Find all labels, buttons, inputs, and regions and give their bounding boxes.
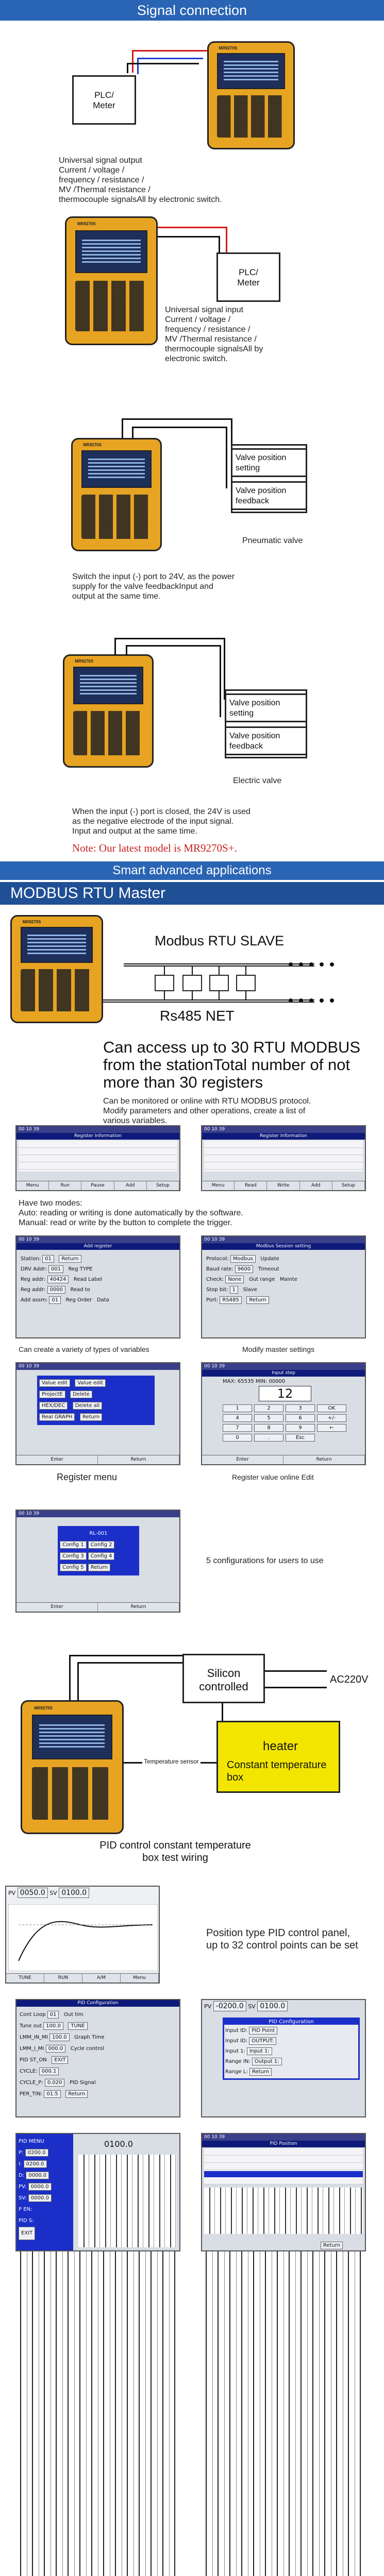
config-1-button[interactable]: Config 1	[60, 1541, 87, 1549]
input1-button[interactable]: Input 1:	[247, 2047, 272, 2055]
d-input[interactable]: 0000.0	[26, 2172, 49, 2179]
pid-config-right-screen: PV -0200.0 SV 0100.0 PID Configuration Input ID: PID Point Input ID: OUTPUT: Input 1: Input 1: Range IN: Output 1: Range L: Return	[201, 1999, 366, 2117]
delete-button[interactable]: Delete	[70, 1391, 92, 1398]
reg-addr2-input[interactable]: 0000	[47, 1286, 65, 1294]
return-button[interactable]: Return	[249, 2068, 272, 2076]
field-label: PID ST_ON	[20, 2057, 47, 2063]
field-label: Cont Loop	[20, 2012, 46, 2018]
online-edit-caption: Register value online Edit	[232, 1473, 314, 1481]
field-label: Read to	[70, 1287, 90, 1293]
baud-rate-select[interactable]: 9600	[235, 1265, 253, 1273]
field-label: LMM_IN_MI	[20, 2035, 48, 2040]
field-label: Stop bit	[206, 1287, 226, 1293]
valve-setting-box: Valve position setting	[225, 693, 307, 722]
footer-enter-button[interactable]: Enter	[202, 1455, 283, 1464]
auto-manual-button[interactable]: A/M	[82, 1974, 121, 1982]
config-title: RL-001	[89, 1531, 108, 1536]
i-input[interactable]: 0200.0	[24, 2160, 47, 2168]
footer-setup-button[interactable]: Setup	[147, 1181, 179, 1190]
field-label: Range IN:	[225, 2059, 251, 2064]
return-button[interactable]: Return	[80, 1413, 102, 1421]
heater-label: heater	[263, 1739, 298, 1753]
footer-pause-button[interactable]: Pause	[81, 1181, 114, 1190]
slave-node-1	[155, 975, 174, 991]
pv-value: -0200.0	[213, 2001, 246, 2011]
field-label: Reg TYPE	[68, 1266, 93, 1272]
value-add-button[interactable]: Value edit	[75, 1379, 106, 1387]
key-7[interactable]: 7	[223, 1424, 252, 1432]
ac220v-label: AC220V	[330, 1674, 369, 1685]
diagram3-caption: Switch the input (-) port to 24V, as the power supply for the valve feedbackInput and output at the same time.	[72, 572, 235, 601]
calibrator-device: MR9270S	[21, 1700, 124, 1834]
p-input[interactable]: 0200.0	[25, 2149, 48, 2157]
key-dot[interactable]: .	[254, 1434, 283, 1442]
reg-addr-input[interactable]: 40424	[47, 1276, 69, 1283]
config-4-button[interactable]: Config 4	[88, 1552, 115, 1560]
field-label: Graph Time	[74, 2035, 105, 2040]
key-8[interactable]: 8	[254, 1424, 283, 1432]
pid-point-button[interactable]: PID Point	[249, 2027, 277, 2035]
config-5-button[interactable]: Config 5	[60, 1564, 87, 1571]
output-button[interactable]: OUTPUT:	[249, 2037, 276, 2045]
input-range-label: MAX: 65535 MIN: 00000	[223, 1379, 286, 1384]
calibrator-device: MR9270S	[10, 915, 103, 1023]
diagram4-caption: When the input (-) port is closed, the 24V is used as the negative electrode of the input signal. Input and output at the same time.	[72, 807, 251, 836]
pv-value: 0050.0	[18, 1888, 48, 1898]
field-label: Check	[206, 1277, 222, 1282]
key-6[interactable]: 6	[286, 1414, 315, 1422]
footer-menu-button[interactable]: Menu	[16, 1181, 49, 1190]
field-label: PER_TIN:	[20, 2091, 43, 2097]
modbus-slave-label: Modbus RTU SLAVE	[155, 933, 285, 948]
footer-return-button[interactable]: Return	[283, 1455, 365, 1464]
calibrator-device: MR9270S	[65, 216, 158, 345]
field-label: Update	[260, 1256, 279, 1262]
footer-return-button[interactable]: Return	[98, 1603, 179, 1612]
pid-menu-screen	[15, 2133, 180, 2251]
calibrator-device: MR9270S	[63, 654, 154, 768]
footer-enter-button[interactable]: Enter	[16, 1455, 98, 1464]
field-label: Reg Order	[65, 1297, 92, 1303]
rs485-net-label: Rs485 NET	[160, 1008, 235, 1024]
field-label: Add assm	[21, 1297, 46, 1303]
sv-value[interactable]: 0100.0	[257, 2001, 288, 2011]
plc-meter-box: PLC/ Meter	[72, 75, 136, 125]
field-label: P:	[19, 2150, 24, 2156]
output1-button[interactable]: Output 1:	[252, 2058, 282, 2065]
pid-config-screen	[15, 1999, 180, 2117]
config-3-button[interactable]: Config 3	[60, 1552, 87, 1560]
electric-valve-label: Electric valve	[233, 776, 282, 785]
slave-node-2	[182, 975, 202, 991]
tune-button[interactable]: TUNE	[6, 1974, 44, 1982]
key-2[interactable]: 2	[254, 1404, 283, 1412]
key-0[interactable]: 0	[223, 1434, 252, 1442]
pid-menu-title: PID MENU	[19, 2139, 44, 2144]
diagram1-caption: Universal signal output Current / voltage / frequency / resistance / MV /Thermal resistance / thermocouple signalsAll by electronic switch.	[59, 156, 222, 204]
per-tin-input[interactable]: 01.5	[44, 2090, 60, 2098]
temperature-sensor-label: Temperature sensor	[142, 1758, 201, 1765]
key-1[interactable]: 1	[223, 1404, 252, 1412]
key-backspace[interactable]: ←	[317, 1424, 346, 1432]
sv-label: SV	[49, 1890, 57, 1896]
modbus-headline: Can access up to 30 RTU MODBUS from the stationTotal number of not more than 30 registers	[103, 1038, 361, 1091]
value-edit-button[interactable]: Value edit	[39, 1379, 70, 1387]
cont-loop-input[interactable]: 01	[47, 2011, 59, 2019]
calibrator-device: MR9270S	[207, 41, 295, 149]
temperature-box-label: Constant temperature box	[227, 1759, 327, 1783]
key-9[interactable]: 9	[286, 1424, 315, 1432]
valve-feedback-box: Valve position feedback	[225, 726, 307, 755]
pid-graph-screen	[5, 1886, 160, 1984]
field-label: Port	[206, 1297, 216, 1303]
field-label: Timeout	[258, 1266, 279, 1272]
key-5[interactable]: 5	[254, 1414, 283, 1422]
footer-add-button[interactable]: Add	[114, 1181, 147, 1190]
pid-position-screen: 00 10 39 PID Position Return	[201, 2133, 366, 2251]
field-label: Input ID:	[225, 2028, 248, 2033]
protocol-select[interactable]: Modbus	[230, 1255, 256, 1263]
field-label: Reg addr	[21, 1287, 44, 1293]
register-menu-screen: 00 10 39 Value edit Value edit ProjectE Delete HEX/DEC Delete all Real GRAPH Return Enter Return	[15, 1362, 180, 1465]
key-3[interactable]: 3	[286, 1404, 315, 1412]
pid-config-title: PID Configuration	[16, 2000, 179, 2007]
pid-value-display: 0100.0	[104, 2139, 133, 2149]
field-label: Read Label	[73, 1277, 103, 1282]
field-label: Baud rate	[206, 1266, 232, 1272]
field-label: PID Signal	[70, 2080, 96, 2086]
field-label: I:	[19, 2161, 22, 2167]
tune-out-input[interactable]: 100.0	[43, 2022, 63, 2030]
field-label: Reg addr	[21, 1277, 44, 1282]
field-label: Input ID:	[225, 2038, 248, 2044]
pid-wiring-caption: PID control constant temperature box test wiring	[99, 1840, 251, 1863]
modes-caption: Have two modes: Auto: reading or writing is done automatically by the software. Manual: read or write by the button to complete the trigger.	[19, 1199, 243, 1227]
port-select[interactable]: RS485	[220, 1296, 241, 1304]
field-label: CYCLE_P:	[20, 2080, 43, 2086]
slave-node-4	[236, 975, 256, 991]
return-button[interactable]: Return	[65, 2090, 88, 2098]
field-label: SV:	[19, 2195, 27, 2201]
footer-write-button[interactable]: Write	[267, 1181, 299, 1190]
field-label: Cycle control	[70, 2046, 104, 2052]
key-4[interactable]: 4	[223, 1414, 252, 1422]
pid-panel-caption: Position type PID control panel, up to 32 control points can be set	[206, 1927, 358, 1951]
sv-value[interactable]: 0100.0	[59, 1888, 89, 1898]
pid-response-graph	[8, 1904, 158, 1971]
field-label: CYCLE:	[20, 2069, 38, 2074]
return-button[interactable]: Return	[321, 2242, 343, 2249]
field-label: Out tim	[64, 2012, 84, 2018]
menu-button[interactable]: Menu	[121, 1974, 159, 1982]
footer-enter-button[interactable]: Enter	[16, 1603, 98, 1612]
input-step-title: Input step	[202, 1370, 365, 1377]
screen-tail-right	[201, 2251, 366, 2576]
valve-feedback-box: Valve position feedback	[231, 481, 307, 510]
modbus-subtext: Can be monitored or online with RTU MODBUS protocol. Modify parameters and other operations, create a list of various variables.	[103, 1097, 311, 1125]
field-label: Protocol	[206, 1256, 227, 1262]
input-step-screen: 00 10 39 Input step MAX: 65535 MIN: 00000 12 1 2 3 OK 4 5 6 +/- 7 8 9 ← 0 . Esc Enter Return	[201, 1362, 366, 1465]
key-ok[interactable]: OK	[317, 1404, 346, 1412]
station-input[interactable]: 01	[42, 1255, 54, 1263]
signal-connection-banner: Signal connection	[0, 0, 384, 21]
smart-apps-banner: Smart advanced applications	[0, 861, 384, 880]
register-menu-caption: Register menu	[57, 1472, 118, 1482]
modbus-setting-screen: 00 10 39 Modbus Session setting Protocol: Modbus Update Baud rate: 9600 Timeout Check: None Out range Mainte Stop bit: 1 Slave Port: RS485 Return	[201, 1235, 366, 1338]
hex-dec-button[interactable]: HEX/DEC	[39, 1402, 68, 1410]
slave-radio[interactable]: Slave	[243, 1287, 257, 1293]
exit-button[interactable]: EXIT	[19, 2227, 35, 2240]
field-label: Data	[96, 1297, 109, 1303]
cycle-input[interactable]: 000.1	[39, 2067, 59, 2075]
footer-setup-button[interactable]: Setup	[332, 1181, 365, 1190]
monitor-screen-auto: 00 10 39 Register Information Menu Run Pause Add Setup	[15, 1125, 180, 1191]
pv-input[interactable]: 0000.0	[28, 2183, 52, 2191]
field-label: Input 1:	[225, 2048, 245, 2054]
mainte-radio[interactable]: Mainte	[279, 1277, 297, 1282]
pneumatic-valve-label: Pneumatic valve	[242, 536, 303, 545]
add-register-title: Add register	[16, 1243, 179, 1250]
input-value-field[interactable]: 12	[259, 1386, 311, 1401]
footer-run-button[interactable]: Run	[49, 1181, 81, 1190]
key-sign[interactable]: +/-	[317, 1414, 346, 1422]
field-label: D:	[19, 2173, 25, 2178]
add-assm-input[interactable]: 01	[49, 1296, 61, 1304]
pid-position-title: PID Position	[202, 2141, 365, 2147]
stop-bit-select[interactable]: 1	[230, 1286, 238, 1294]
project-button[interactable]: ProjectE	[39, 1391, 65, 1398]
silicon-controlled-box: Silicon controlled	[182, 1654, 265, 1703]
lmm-i-input[interactable]: 000.0	[46, 2045, 66, 2053]
field-label: Tune out	[20, 2023, 42, 2029]
field-label: Station	[21, 1256, 39, 1262]
master-settings-caption: Modify master settings	[242, 1345, 315, 1353]
screen-tail-left	[15, 2251, 180, 2576]
exit-button[interactable]: EXIT	[52, 2056, 68, 2064]
variables-caption: Can create a variety of types of variables	[19, 1345, 149, 1353]
footer-read-button[interactable]: Read	[235, 1181, 267, 1190]
field-label: Range L:	[225, 2069, 248, 2075]
add-register-screen: 00 10 39 Add register Station: 01 Return DRV Addr: 001 Reg TYPE Reg addr: 40424 Read Label Reg addr: 0000 Read to Add assm: 01 Reg Order Data	[15, 1235, 180, 1338]
configs-caption: 5 configurations for users to use	[206, 1556, 324, 1565]
delete-all-button[interactable]: Delete all	[73, 1402, 103, 1410]
calibrator-device: MR9270S	[71, 438, 162, 551]
return-button[interactable]: Return	[246, 1296, 269, 1304]
drv-addr-input[interactable]: 001	[48, 1265, 63, 1273]
config-select-screen: 00 10 39 RL-001 Config 1 Config 2 Config 3 Config 4 Config 5 Return Enter Return	[15, 1510, 180, 1613]
tune-button[interactable]: TUNE	[68, 2022, 87, 2030]
slave-node-3	[209, 975, 229, 991]
monitor-screen-manual: 00 10 39 Register Information Menu Read Write Add Setup	[201, 1125, 366, 1191]
numeric-keypad	[223, 1404, 346, 1442]
field-label: P EN:	[19, 2207, 32, 2212]
sv-input[interactable]: 0000.0	[28, 2194, 52, 2202]
pv-label: PV	[8, 1890, 16, 1896]
modbus-master-banner: MODBUS RTU Master	[0, 882, 384, 905]
diagram2-caption: Universal signal input Current / voltage / frequency / resistance / MV /Thermal resistance / thermocouple signalsAll by electronic switch.	[165, 306, 263, 363]
return-button[interactable]: Return	[88, 1564, 110, 1571]
pid-config-title: PID Configuration	[269, 2019, 314, 2025]
plc-meter-box: PLC/ Meter	[216, 252, 280, 302]
footer-menu-button[interactable]: Menu	[202, 1181, 235, 1190]
check-select[interactable]: None	[225, 1276, 244, 1283]
cycle-p-input[interactable]: 0.020	[45, 2079, 65, 2087]
field-label: PV:	[19, 2184, 27, 2190]
run-button[interactable]: RUN	[44, 1974, 82, 1982]
return-button[interactable]: Return	[59, 1255, 81, 1263]
footer-add-button[interactable]: Add	[300, 1181, 332, 1190]
valve-setting-box: Valve position setting	[231, 448, 307, 477]
field-label: LMM_I_MI	[20, 2046, 44, 2052]
key-esc[interactable]: Esc	[286, 1434, 315, 1442]
model-note: Note: Our latest model is MR9270S+.	[72, 842, 237, 854]
field-label: Out range	[248, 1277, 275, 1282]
field-label: DRV Addr	[21, 1266, 45, 1272]
field-label: PID S:	[19, 2218, 34, 2224]
footer-return-button[interactable]: Return	[98, 1455, 179, 1464]
lmm-in-input[interactable]: 100.0	[49, 2033, 70, 2041]
real-graph-button[interactable]: Real GRAPH	[39, 1413, 75, 1421]
modbus-setting-title: Modbus Session setting	[202, 1243, 365, 1250]
config-2-button[interactable]: Config 2	[88, 1541, 115, 1549]
